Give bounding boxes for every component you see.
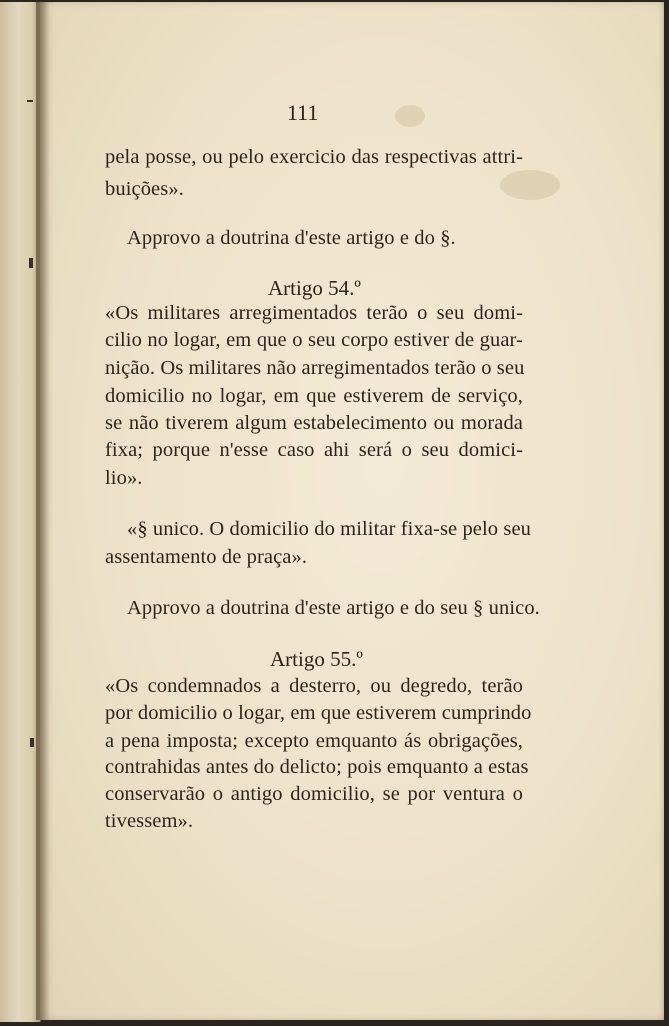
text-line: conservarão o antigo domicilio, se por ventura o (105, 783, 523, 805)
gutter-shadow (36, 2, 50, 1020)
text-line: «Os militares arregimentados terão o seu domi- (105, 302, 523, 324)
text-line: lio». (105, 467, 143, 489)
text-line: domicilio no logar, em que estiverem de serviço, (105, 385, 523, 407)
paper-stain (500, 170, 560, 200)
margin-mark (30, 738, 34, 747)
text-line: Approvo a doutrina d'este artigo e do §. (127, 227, 456, 249)
article-heading: Artigo 55.º (270, 647, 363, 671)
text-line: nição. Os militares não arregimentados terão o seu (105, 357, 525, 379)
margin-mark (29, 258, 33, 268)
text-line: buições». (105, 178, 184, 200)
text-line: fixa; porque n'esse caso ahi será o seu domici- (105, 439, 523, 461)
text-line: se não tiverem algum estabelecimento ou morada (105, 412, 523, 434)
text-line: contrahidas antes do delicto; pois emquanto a estas (105, 756, 529, 778)
text-line: tivessem». (105, 810, 194, 832)
text-line: cilio no logar, em que o seu corpo estiver de guar- (105, 329, 523, 351)
text-line: «Os condemnados a desterro, ou degredo, terão (105, 675, 523, 697)
text-line: a pena imposta; excepto emquanto ás obrigações, (105, 730, 523, 752)
paper-stain (395, 105, 425, 127)
text-line: por domicilio o logar, em que estiverem cumprindo (105, 702, 532, 724)
text-line: «§ unico. O domicilio do militar fixa-se pelo seu (127, 518, 531, 540)
text-line: pela posse, ou pelo exercicio das respectivas attri- (105, 146, 523, 168)
margin-mark (27, 100, 33, 102)
previous-page-edge (0, 2, 41, 1022)
page-number: 111 (287, 100, 319, 125)
text-line: Approvo a doutrina d'este artigo e do seu § unico. (127, 597, 540, 619)
article-heading: Artigo 54.º (268, 276, 361, 300)
text-line: assentamento de praça». (105, 546, 308, 568)
